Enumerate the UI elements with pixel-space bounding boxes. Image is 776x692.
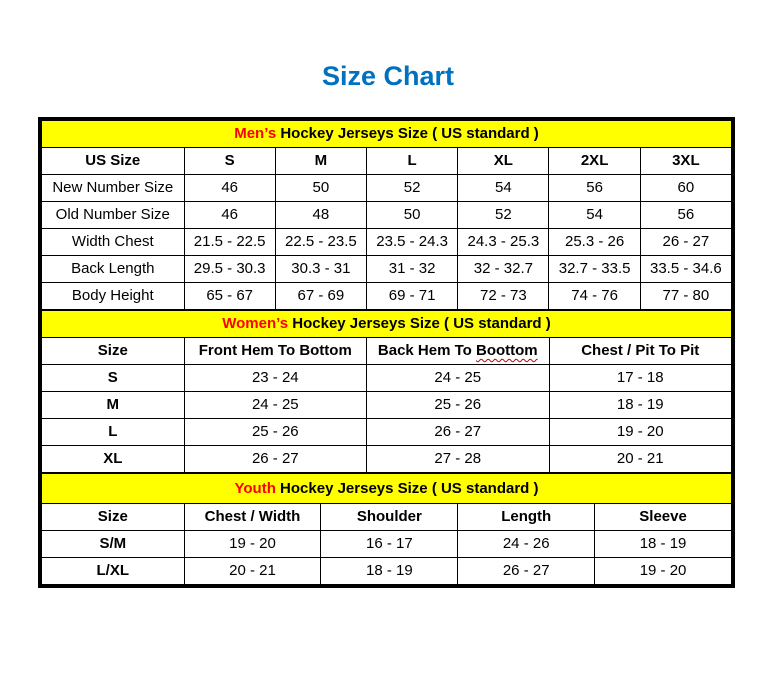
youth-cell: 24 - 26 (458, 530, 595, 557)
womens-col-header: Back Hem To Boottom (367, 337, 549, 364)
mens-col-header: US Size (42, 147, 185, 174)
mens-cell: 56 (549, 174, 640, 201)
table-row (42, 282, 732, 309)
mens-cell: 50 (367, 201, 458, 228)
table-row (42, 418, 732, 445)
mens-cell: 21.5 - 22.5 (184, 228, 275, 255)
mens-cell: 54 (549, 201, 640, 228)
mens-cell: 52 (458, 201, 549, 228)
mens-cell: 46 (184, 174, 275, 201)
mens-cell: 56 (640, 201, 731, 228)
mens-cell: 60 (640, 174, 731, 201)
womens-cell: 24 - 25 (367, 364, 549, 391)
womens-banner-row (42, 310, 732, 337)
womens-row-label: S (42, 364, 185, 391)
youth-cell: 18 - 19 (321, 557, 458, 584)
youth-cell: 18 - 19 (595, 530, 732, 557)
mens-cell: 31 - 32 (367, 255, 458, 282)
mens-size-table (41, 120, 732, 310)
mens-cell: 29.5 - 30.3 (184, 255, 275, 282)
mens-cell: 77 - 80 (640, 282, 731, 309)
womens-row-label: L (42, 418, 185, 445)
womens-size-table (41, 310, 732, 473)
table-row (42, 174, 732, 201)
youth-col-header: Shoulder (321, 503, 458, 530)
youth-cell: 19 - 20 (595, 557, 732, 584)
table-row (42, 391, 732, 418)
mens-cell: 32.7 - 33.5 (549, 255, 640, 282)
youth-banner-row (42, 473, 732, 503)
mens-cell: 25.3 - 26 (549, 228, 640, 255)
youth-col-header: Length (458, 503, 595, 530)
womens-cell: 25 - 26 (184, 418, 366, 445)
youth-size-table (41, 473, 732, 585)
youth-row-label: L/XL (42, 557, 185, 584)
mens-cell: 22.5 - 23.5 (275, 228, 366, 255)
mens-banner-row (42, 120, 732, 147)
mens-cell: 69 - 71 (367, 282, 458, 309)
mens-row-label: Old Number Size (42, 201, 185, 228)
table-row (42, 201, 732, 228)
youth-col-header: Sleeve (595, 503, 732, 530)
womens-cell: 26 - 27 (184, 445, 366, 472)
womens-cell: 19 - 20 (549, 418, 731, 445)
misspelled-word: Boottom (475, 342, 538, 360)
youth-cell: 19 - 20 (184, 530, 321, 557)
mens-col-header: 2XL (549, 147, 640, 174)
mens-col-header: L (367, 147, 458, 174)
womens-row-label: XL (42, 445, 185, 472)
youth-banner-highlight: Youth (234, 479, 276, 497)
mens-banner-highlight: Men’s (234, 125, 277, 143)
mens-cell: 67 - 69 (275, 282, 366, 309)
mens-row-label: Back Length (42, 255, 185, 282)
womens-cell: 20 - 21 (549, 445, 731, 472)
womens-header-row (42, 337, 732, 364)
youth-cell: 26 - 27 (458, 557, 595, 584)
mens-cell: 30.3 - 31 (275, 255, 366, 282)
table-row (42, 255, 732, 282)
womens-col-header: Size (42, 337, 185, 364)
youth-cell: 20 - 21 (184, 557, 321, 584)
youth-row-label: S/M (42, 530, 185, 557)
womens-row-label: M (42, 391, 185, 418)
womens-cell: 23 - 24 (184, 364, 366, 391)
womens-cell: 18 - 19 (549, 391, 731, 418)
table-row (42, 445, 732, 472)
mens-cell: 65 - 67 (184, 282, 275, 309)
mens-row-label: Width Chest (42, 228, 185, 255)
table-row (42, 228, 732, 255)
mens-row-label: Body Height (42, 282, 185, 309)
mens-col-header: M (275, 147, 366, 174)
mens-cell: 32 - 32.7 (458, 255, 549, 282)
mens-cell: 24.3 - 25.3 (458, 228, 549, 255)
mens-col-header: 3XL (640, 147, 731, 174)
womens-cell: 24 - 25 (184, 391, 366, 418)
mens-banner: Men’s Hockey Jerseys Size ( US standard ) (42, 120, 732, 147)
youth-header-row (42, 503, 732, 530)
womens-cell: 25 - 26 (367, 391, 549, 418)
mens-row-label: New Number Size (42, 174, 185, 201)
womens-col-header: Chest / Pit To Pit (549, 337, 731, 364)
mens-col-header: XL (458, 147, 549, 174)
womens-cell: 27 - 28 (367, 445, 549, 472)
mens-cell: 26 - 27 (640, 228, 731, 255)
womens-col-header: Front Hem To Bottom (184, 337, 366, 364)
youth-cell: 16 - 17 (321, 530, 458, 557)
youth-col-header: Chest / Width (184, 503, 321, 530)
mens-cell: 33.5 - 34.6 (640, 255, 731, 282)
mens-cell: 74 - 76 (549, 282, 640, 309)
womens-cell: 17 - 18 (549, 364, 731, 391)
mens-col-header: S (184, 147, 275, 174)
mens-cell: 72 - 73 (458, 282, 549, 309)
womens-cell: 26 - 27 (367, 418, 549, 445)
mens-cell: 46 (184, 201, 275, 228)
mens-cell: 50 (275, 174, 366, 201)
mens-cell: 23.5 - 24.3 (367, 228, 458, 255)
mens-header-row (42, 147, 732, 174)
table-row (42, 364, 732, 391)
womens-banner: Women’s Hockey Jerseys Size ( US standard ) (42, 310, 732, 337)
womens-banner-highlight: Women’s (222, 315, 289, 333)
mens-cell: 52 (367, 174, 458, 201)
mens-cell: 48 (275, 201, 366, 228)
youth-banner: Youth Hockey Jerseys Size ( US standard ) (42, 473, 732, 503)
mens-cell: 54 (458, 174, 549, 201)
page-title: Size Chart (321, 61, 455, 91)
table-row (42, 557, 732, 584)
size-chart-sections (38, 117, 735, 588)
table-row (42, 530, 732, 557)
youth-col-header: Size (42, 503, 185, 530)
